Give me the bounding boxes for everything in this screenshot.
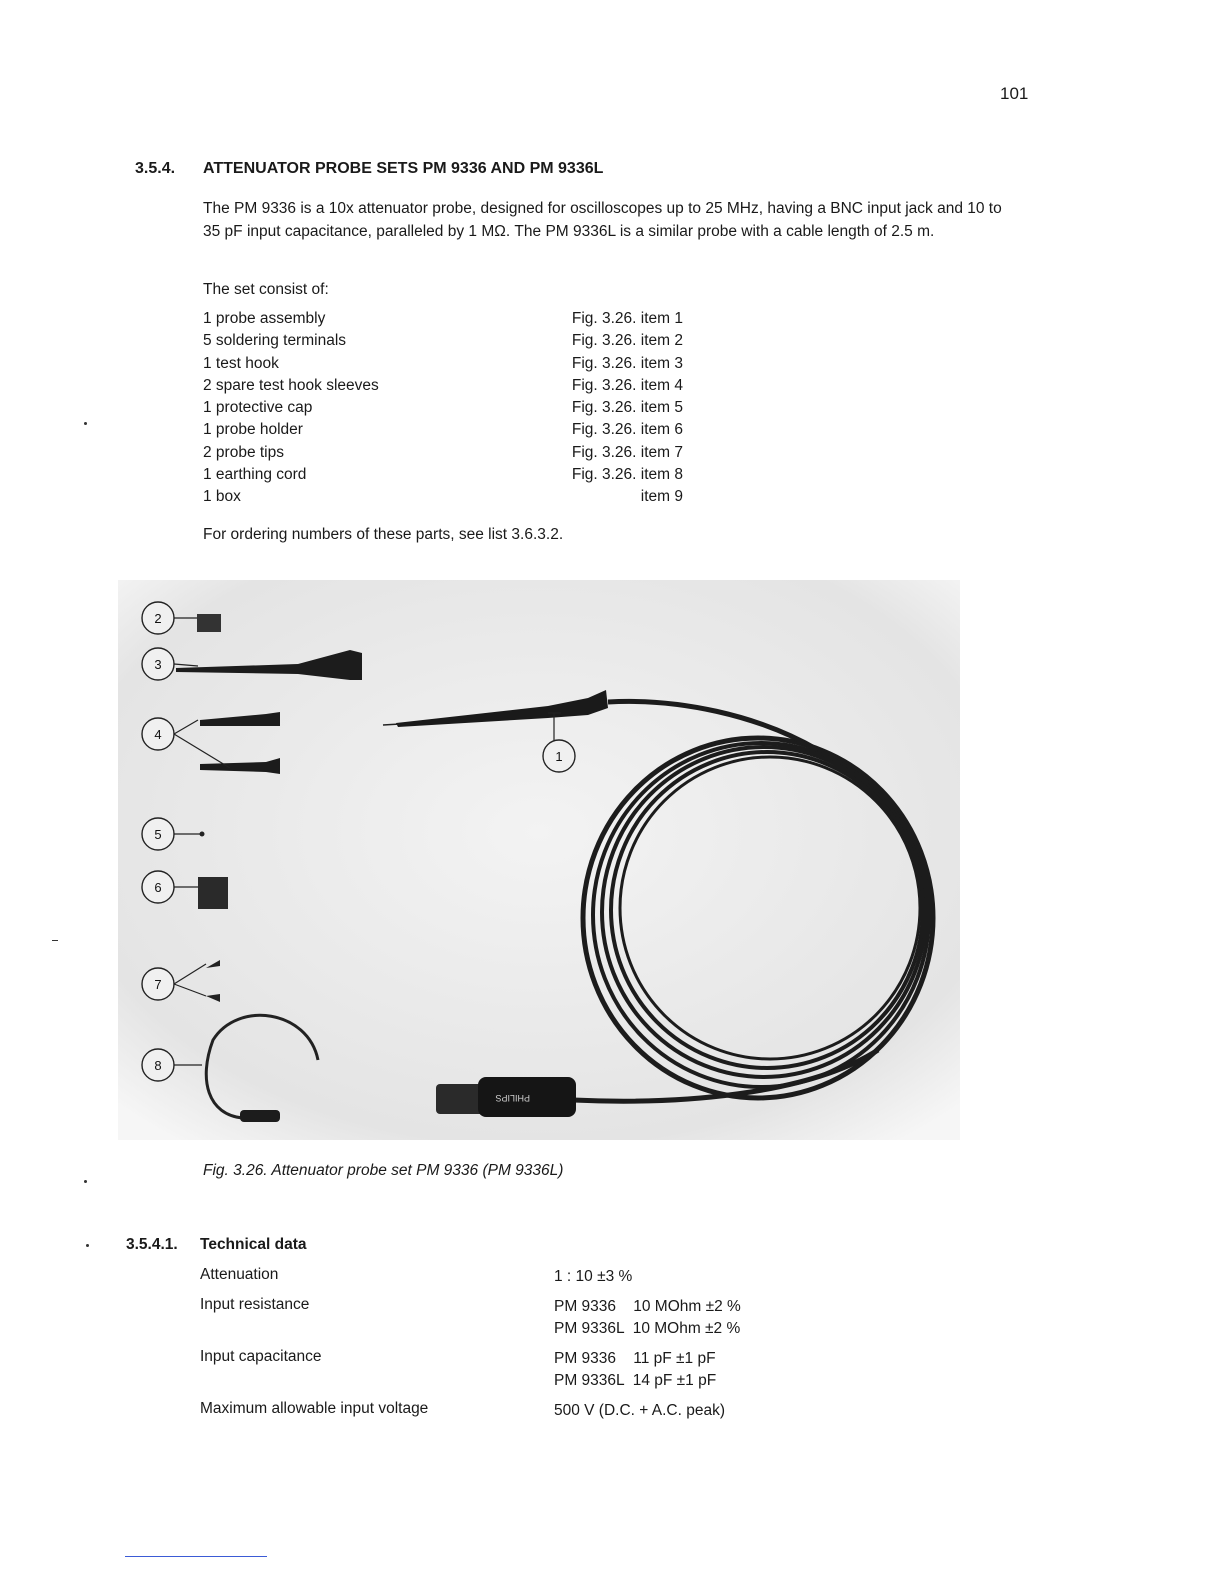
part-ref: Fig. 3.26. item 4 [571,376,683,394]
ordering-note: For ordering numbers of these parts, see list 3.6.3.2. [203,526,564,543]
list-item [203,466,703,488]
voltage-label: Maximum allowable input voltage [200,1400,429,1417]
attenuation-label: Attenuation [200,1266,279,1283]
connector-brand: PHILIPS [495,1093,530,1103]
page-number: 101 [1000,84,1029,103]
protective-cap [200,832,205,837]
list-item [203,377,703,399]
callout-4: 4 [154,727,162,742]
callout-1: 1 [555,749,563,764]
list-item [203,421,703,443]
earthing-clip [240,1110,280,1122]
callout-8: 8 [154,1058,162,1073]
resistance-value-1: PM 9336 10 MOhm ±2 % [554,1298,741,1315]
part-name: 1 earthing cord [203,466,307,484]
part-ref: Fig. 3.26. item 5 [571,399,683,417]
capacitance-value-2: PM 9336L 14 pF ±1 pF [554,1372,717,1389]
figure-caption: Fig. 3.26. Attenuator probe set PM 9336 (PM 9336L) [203,1162,564,1179]
list-item [203,355,703,377]
margin-dot [84,1180,87,1183]
set-consist-label: The set consist of: [203,281,329,298]
part-name: 1 box [203,488,241,506]
soldering-terminals [197,614,221,632]
part-name: 1 test hook [203,354,279,372]
section-title: ATTENUATOR PROBE SETS PM 9336 AND PM 9336L [203,160,604,177]
part-name: 2 probe tips [203,443,284,461]
resistance-label: Input resistance [200,1296,310,1313]
part-ref: item 9 [640,488,683,506]
attenuation-value: 1 : 10 ±3 % [554,1268,633,1285]
callout-3: 3 [154,657,162,672]
part-ref: Fig. 3.26. item 2 [571,332,683,350]
part-name: 1 protective cap [203,399,313,417]
part-name: 5 soldering terminals [203,332,347,350]
capacitance-label: Input capacitance [200,1348,322,1365]
margin-mark [52,940,58,941]
list-item [203,399,703,421]
part-ref: Fig. 3.26. item 1 [571,310,683,327]
part-ref: Fig. 3.26. item 6 [571,421,683,439]
section-number: 3.5.4. [135,160,176,177]
callout-6: 6 [154,880,162,895]
callout-2: 2 [154,611,162,626]
part-ref: Fig. 3.26. item 3 [571,354,683,372]
intro-paragraph: The PM 9336 is a 10x attenuator probe, designed for oscilloscopes up to 25 MHz, having a BNC input jack and 10 to 35 pF input capacitance, paralleled by 1 MΩ. The PM 9336L is a similar probe with a cable length of 2.5 m. [203,200,1002,240]
voltage-value: 500 V (D.C. + A.C. peak) [554,1402,726,1419]
parts-list [203,310,703,511]
subsection-number: 3.5.4.1. [126,1236,178,1253]
list-item [203,332,703,354]
part-name: 2 spare test hook sleeves [203,376,379,394]
photo-background [118,580,960,1140]
callout-5: 5 [154,827,162,842]
part-ref: Fig. 3.26. item 8 [571,466,683,484]
list-item [203,444,703,466]
part-ref: Fig. 3.26. item 7 [571,443,683,461]
probe-holder [198,877,228,909]
subsection-title: Technical data [200,1236,307,1253]
list-item [203,310,703,332]
probe-set-photo [118,580,960,1140]
margin-dot [84,422,87,425]
margin-dot [86,1244,89,1247]
footer-rule [125,1556,267,1557]
capacitance-value-1: PM 9336 11 pF ±1 pF [554,1350,716,1367]
list-item [203,488,703,510]
part-name: 1 probe holder [203,421,303,439]
callout-7: 7 [154,977,162,992]
part-name: 1 probe assembly [203,310,326,327]
resistance-value-2: PM 9336L 10 MOhm ±2 % [554,1320,741,1337]
